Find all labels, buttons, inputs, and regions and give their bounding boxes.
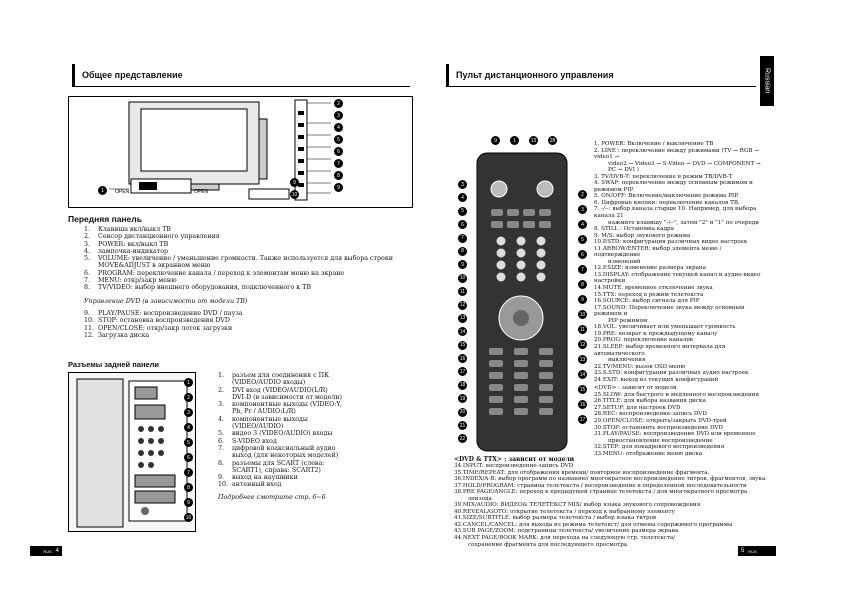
callout: 5 <box>334 135 343 144</box>
list-item: 8. разъемы для SCART (слева: <box>218 459 325 467</box>
callout: 11 <box>579 326 586 333</box>
list-item: 8. TV/VIDEO: выбор внешнего оборудования, подключенного к ТВ <box>84 284 312 292</box>
callout: 14 <box>579 371 586 378</box>
callout: 18 <box>459 382 466 389</box>
front-panel-illustration <box>68 96 413 208</box>
callout: 21 <box>459 422 466 429</box>
list-item: 22.TV/MENU: вызов OSD меню <box>594 363 686 370</box>
list-item: PIP режимом <box>608 317 648 324</box>
list-item: 14.MUTE: временное отключение звука <box>594 285 713 292</box>
list-item: 11. OPEN/CLOSE: откр/закр лоток загрузки <box>84 324 233 332</box>
callout: 3 <box>578 205 587 214</box>
list-item: 4. SWAP: переключение между основным режимом и режимом PIP. <box>594 180 753 193</box>
callout: 7 <box>578 265 587 274</box>
list-item: 20.PROG: переключение каналов <box>594 337 693 344</box>
list-item: 38.PRE PAGE/ANGLE: переход к предыдущей странице телетекста / для многократного просмотра <box>454 489 748 496</box>
callout: 3 <box>334 111 343 120</box>
list-item: video2 → Video3 → S-Video → DVD → COMPONENT → PC → DVI ) <box>608 160 761 174</box>
callout: 8 <box>578 280 587 289</box>
left-page-number: RUS 4 <box>30 546 62 556</box>
list-item: 21.SLEEP: выбор временного интервала для автоматического <box>594 343 726 357</box>
callout: 9 <box>290 178 299 187</box>
rear-panel-list <box>218 372 408 489</box>
callout: 15 <box>579 386 586 393</box>
title-rule <box>446 86 756 87</box>
list-item: 31.PLAY/PAUSE: воспроизведение DVD или временное <box>594 431 756 438</box>
callout: 9 <box>491 136 500 145</box>
remote-callouts-right <box>578 190 587 424</box>
callout: 4 <box>578 220 587 229</box>
callout: 9 <box>184 498 193 507</box>
callout: 5 <box>184 438 193 447</box>
list-item: 42.CANCEL/CANCEL: для выхода из режима телетекст/ для отмены содержимого программы <box>454 521 733 528</box>
list-item: 34.INPUT: воспроизведение-запись DVD <box>454 463 574 469</box>
callout: 17 <box>579 416 586 423</box>
remote-callouts-top <box>491 136 557 145</box>
list-item: 15.TTX: переход в режим телетекста <box>594 291 704 298</box>
list-item: сохранение фрагмента для последующего просмотра <box>468 541 628 548</box>
list-item: 25.SLOW: для быстрого и медленного воспроизведения <box>594 391 760 398</box>
list-item: 7. -/--: выбор канала старше 10. Например, для выбора канала 21 <box>594 206 757 220</box>
list-item: нажмите клавишу "-/--", затем "2" и "1" по очереди <box>608 219 759 226</box>
callout: 5 <box>578 235 587 244</box>
right-page-title: Пульт дистанционного управления <box>456 70 614 80</box>
list-item: 1. разъем для соединения с ПК <box>218 372 330 379</box>
remote-function-list <box>594 141 769 457</box>
rear-panel-title: Разъемы задней панели <box>68 360 160 369</box>
list-item: 1. POWER: Включение / выключение ТВ <box>594 141 714 147</box>
list-item: 7. цифровой коаксиальный аудио <box>218 444 336 452</box>
callout: 1 <box>510 136 519 145</box>
list-item: 9. выход на наушники <box>218 474 298 482</box>
list-item: 6. S-VIDEO вход <box>218 437 277 445</box>
list-item: эпизода <box>468 495 492 502</box>
list-item: 10. антенный вход <box>218 481 282 489</box>
callout: 16 <box>459 355 466 362</box>
callout: 13 <box>530 137 537 144</box>
dvd-ttx-list <box>454 463 774 548</box>
callout: 9 <box>334 183 343 192</box>
front-callouts-right <box>334 99 343 192</box>
list-item: 32.STEP: для покадрового воспроизведения <box>594 444 725 451</box>
list-item: выход (для некоторых моделей) <box>232 452 339 460</box>
list-item: (VIDEO/AUDIO входы) <box>232 379 306 387</box>
list-item: 16.SOURCE: выбор сигнала для PIP <box>594 298 700 305</box>
callout: 4 <box>334 123 343 132</box>
list-item: 2. DVI вход (VIDEO/AUDIO(L/R) <box>218 386 328 394</box>
left-page-title: Общее представление <box>82 70 183 80</box>
list-item: 33.MENU: отображение меню диска <box>594 450 703 457</box>
list-item: DVI-D (в зависимости от модели) <box>232 393 342 401</box>
list-item: MOVE&ADJUST в экранном меню <box>98 262 211 270</box>
list-item: (VIDEO/AUDIO) <box>232 423 284 431</box>
dvd-note: Управление DVD (в зависимости от модели ТВ) <box>84 298 248 305</box>
callout: 6 <box>578 250 587 259</box>
list-item: 37.HOLD/PROGRAM: страница телетекста / воспроизведение в определенной последовательности <box>454 482 747 489</box>
list-item: 27.SETUP: для настроек DVD <box>594 404 681 411</box>
svg-text:OPEN: OPEN <box>194 189 209 195</box>
callout: 12 <box>459 302 466 309</box>
callout: 2 <box>184 393 193 402</box>
list-item: 18.VOL: увеличивает или уменьшает громкость <box>594 324 736 331</box>
list-item: 19.PRE: возврат к преждыдущему каналу <box>594 330 718 337</box>
list-item: SCART1), справа: SCART2) <box>232 466 321 474</box>
list-item: 43.SUB PAGE/ZOOM: подстраницы телетекста/ увеличение размера экрана <box>454 528 679 535</box>
list-item: 40.REVEAL/GOTO: открытие телетекста / переход к выбранному элементу <box>454 508 675 515</box>
list-item: 28.REC: воспроизведение-запись DVD <box>594 411 707 418</box>
right-page-number: 5 RUS <box>738 546 776 556</box>
list-item: 2. Сенсор дистанционного управления <box>84 233 220 241</box>
remote-callouts-left <box>458 180 467 443</box>
callout: 7 <box>334 159 343 168</box>
dvd-ttx-title: <DVD & TTX> : зависит от модели <box>454 456 575 463</box>
callout: 10 <box>291 191 298 198</box>
list-item: 3. компонентные выходы (VIDEO:Y, <box>218 401 342 409</box>
list-item: 10.P.STD: конфигурация различных видео настроек <box>594 239 748 246</box>
list-item: приостановление воспроизведение <box>608 437 713 444</box>
callout: 15 <box>459 342 466 349</box>
section-bar <box>72 64 75 86</box>
front-panel-title: Передняя панель <box>68 214 142 224</box>
callout: 28 <box>549 137 556 144</box>
callout: 8 <box>334 171 343 180</box>
list-item: 1. Клавиша вкл/выкл ТВ <box>84 226 171 233</box>
list-item: 30.STOP: остановить воспроизведение DVD <box>594 424 723 431</box>
list-item: 3. POWER: вкл/выкл ТВ <box>84 240 169 248</box>
list-item: 9. PLAY/PAUSE: воспроизведение DVD / пауза <box>84 310 243 317</box>
remote-illustration <box>455 133 587 453</box>
callout: 12 <box>579 341 586 348</box>
callout: 6 <box>334 147 343 156</box>
callout: 10 <box>459 275 466 282</box>
list-item: 39.MIX/AUDIO: ВИДЕО& ТЕЛЕТЕКСТ МIX/ выбор языка звукового сопровождения <box>454 502 701 509</box>
list-item: 6. PROGRAM: переключение канала / переход к элементам меню на экране <box>84 269 345 277</box>
remote-drawing <box>455 133 587 453</box>
list-item: 11.ARROW/ENTER: выбор элемента меню / подтверждение <box>594 245 722 259</box>
list-item: 29.OPEN/CLOSE: открыть/закрыть DVD-трей <box>594 417 727 424</box>
callout: 2 <box>334 99 343 108</box>
callout: 11 <box>459 288 466 295</box>
callout: 1 <box>184 378 193 387</box>
callout: 8 <box>458 247 467 256</box>
callout: 13 <box>579 356 586 363</box>
callout: 5 <box>458 207 467 216</box>
list-item: 5. видео 3 (VIDEO/AUDIO) входы <box>218 430 333 438</box>
callout: 22 <box>459 435 466 442</box>
callout: 4 <box>184 423 193 432</box>
callout: 2 <box>578 190 587 199</box>
list-item: 7. MENU: откр/закр меню <box>84 277 177 285</box>
list-item: 10. STOP: остановка воспроизведения DVD <box>84 317 230 325</box>
callout: 19 <box>459 395 466 402</box>
callout: 7 <box>458 234 467 243</box>
title-rule <box>72 86 410 87</box>
callout: 9 <box>578 295 587 304</box>
callout: 20 <box>459 409 466 416</box>
callout: 9 <box>458 260 467 269</box>
rear-panel-illustration <box>68 372 196 532</box>
list-item: 9. M/S: выбор звукового режима <box>594 232 691 239</box>
see-page-note: Подробнее смотрите стр. 6~6 <box>218 494 326 501</box>
callout: 14 <box>459 328 466 335</box>
callout: 3 <box>458 180 467 189</box>
list-item: 5. VOLUME: увеличение / уменьшение громкости. Также используется для выбора строки <box>84 255 393 263</box>
callout: 8 <box>184 483 193 492</box>
list-item: 12.P.SIZE: изменение размера экрана <box>594 265 706 272</box>
svg-text:OPEN: OPEN <box>115 189 130 195</box>
list-item: 3. TV/DVB-T: переключение в режим ТВ/DVB-T <box>594 173 733 180</box>
list-item: Pb, Pr / AUDIO:L/R) <box>232 408 296 416</box>
callout: 10 <box>579 311 586 318</box>
list-item: 26.TITLE: для выбора названия диска <box>594 398 706 405</box>
list-item: 17.SOUND: Переключение звука между основным режимом и <box>594 304 745 318</box>
callout: 3 <box>184 408 193 417</box>
language-tab: Russian <box>760 56 774 106</box>
dvd-control-list <box>84 310 414 339</box>
front-panel-list <box>84 226 414 292</box>
list-item: 41.SIZE/SUBTITLE: выбор размера телетекста / выбор языка титров <box>454 515 657 522</box>
rear-panel-drawing <box>69 373 195 531</box>
tv-front-drawing <box>69 97 412 207</box>
callout: 4 <box>458 193 467 202</box>
list-item: 4. лампочка-индикатор <box>84 247 169 255</box>
callout: 10 <box>185 514 192 521</box>
callout: 7 <box>184 468 193 477</box>
rear-callouts <box>184 378 193 522</box>
list-item: 4. компонентные выходы <box>218 415 308 423</box>
list-item: изменений <box>608 258 641 265</box>
list-item: 24.EXIT: выход из текущих конфигураций <box>594 376 719 383</box>
list-item: <DVD> : зависит от модели <box>594 385 677 392</box>
list-item: 44.NEXT PAGE/BOOK MARK: для перехода на следующую стр. телетекста/ <box>454 535 676 542</box>
list-item: 6. Цифровые кнопки: переключение каналов ТВ. <box>594 199 740 206</box>
section-bar <box>446 64 449 86</box>
list-item: 35.TIME/REPEAT: для отображения времени/ повторное воспроизведение фрагмента. <box>454 469 710 476</box>
list-item: выключения <box>608 357 646 364</box>
callout: 6 <box>458 220 467 229</box>
list-item: 23.S.STD: конфигурация различных аудио настроек <box>594 370 749 377</box>
list-item: 13.DISPLAY: отображение текущей канал и аудио-видео настройки <box>594 271 761 285</box>
list-item: 12. Загрузка диска <box>84 331 150 339</box>
callout: 16 <box>579 401 586 408</box>
callout: 17 <box>459 368 466 375</box>
callout: 13 <box>459 315 466 322</box>
list-item: 5. ON/OFF: Включение/выключение режима PIP. <box>594 193 739 200</box>
list-item: 2. LINE : переключение между режимами (TV → RGB → video1 → <box>594 147 759 161</box>
callout: 1 <box>98 186 107 195</box>
list-item: 36.INDEX/A-B: выбор программ по названию/ многократное воспроизведение титров, фрагментов, звука <box>454 476 766 483</box>
callout: 6 <box>184 453 193 462</box>
list-item: 8. STILL : Остановка кадра <box>594 226 674 233</box>
